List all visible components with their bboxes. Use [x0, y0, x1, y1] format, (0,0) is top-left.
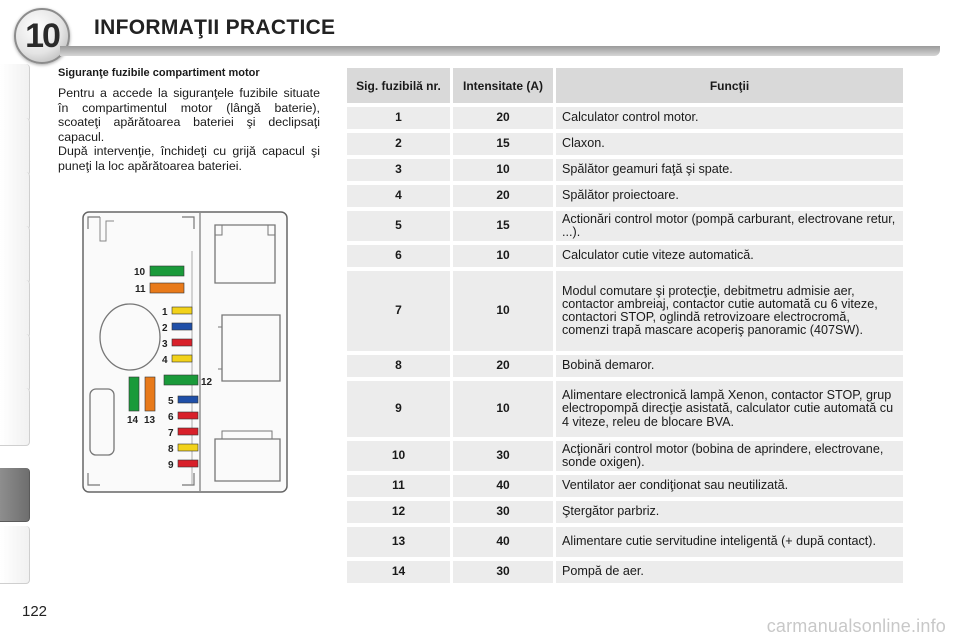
- chapter-tab[interactable]: [0, 526, 30, 584]
- header-fuse-number: Sig. fuzibilă nr.: [347, 68, 450, 103]
- svg-text:12: 12: [201, 377, 213, 388]
- table-row: [347, 271, 903, 351]
- function-cell: Calculator control motor.: [556, 107, 903, 129]
- amperage-cell: 30: [453, 561, 553, 583]
- amperage-cell: 15: [453, 133, 553, 155]
- table-row: [347, 355, 903, 377]
- svg-text:8: 8: [168, 444, 174, 455]
- fuse-number-cell: 9: [347, 381, 450, 437]
- page-title: INFORMAŢII PRACTICE: [94, 16, 336, 39]
- function-cell: Ştergător parbriz.: [556, 501, 903, 523]
- page-number: 122: [22, 603, 48, 620]
- amperage-cell: 15: [453, 211, 553, 241]
- amperage-cell: 20: [453, 355, 553, 377]
- table-row: [347, 211, 903, 241]
- chapter-tab-strip: [0, 64, 32, 584]
- function-cell: Spălător proiectoare.: [556, 185, 903, 207]
- fuse-13: [144, 377, 156, 426]
- fuse-number-cell: 14: [347, 561, 450, 583]
- instructions-text: [58, 86, 320, 174]
- fuse-number-cell: 6: [347, 245, 450, 267]
- svg-text:13: 13: [144, 415, 156, 426]
- fuse-number-cell: 10: [347, 441, 450, 471]
- fuse-number-cell: 11: [347, 475, 450, 497]
- table-row: [347, 441, 903, 471]
- svg-text:6: 6: [168, 412, 174, 423]
- amperage-cell: 30: [453, 441, 553, 471]
- table-row: [347, 501, 903, 523]
- function-cell: Acţionări control motor (bobina de aprindere, electrovane, sonde oxigen).: [556, 441, 903, 471]
- fuse-box-diagram: [82, 211, 292, 500]
- table-row: [347, 475, 903, 497]
- chapter-tab[interactable]: [0, 226, 30, 284]
- chapter-tab[interactable]: [0, 118, 30, 176]
- table-row: [347, 133, 903, 155]
- table-row: [347, 381, 903, 437]
- fuse-number-cell: 12: [347, 501, 450, 523]
- fuse-number-cell: 4: [347, 185, 450, 207]
- chapter-tab[interactable]: [0, 172, 30, 230]
- svg-text:10: 10: [134, 267, 146, 278]
- amperage-cell: 10: [453, 381, 553, 437]
- fuse-number-cell: 13: [347, 527, 450, 557]
- function-cell: Alimentare electronică lampă Xenon, contactor STOP, grup electropompă direcţie asistată, calculator cutie automată cu 4 viteze, releu de blocare BVA.: [556, 381, 903, 437]
- function-cell: Bobină demaror.: [556, 355, 903, 377]
- svg-text:1: 1: [162, 307, 168, 318]
- function-cell: Spălător geamuri faţă şi spate.: [556, 159, 903, 181]
- fuse-table: [347, 68, 903, 587]
- fuse-number-cell: 7: [347, 271, 450, 351]
- header-amperage: Intensitate (A): [453, 68, 553, 103]
- fuse-14: [127, 377, 139, 426]
- header-functions: Funcţii: [556, 68, 903, 103]
- table-row: [347, 159, 903, 181]
- function-cell: Modul comutare şi protecţie, debitmetru admisie aer, contactor ambreiaj, contactor cutie automată cu 6 viteze, contactori STOP, oglindă retrovizoare electrocromă, comenzi trapă mascare acoperiş panoramic (407SW).: [556, 271, 903, 351]
- watermark: carmanualsonline.info: [766, 616, 946, 636]
- svg-text:14: 14: [127, 415, 139, 426]
- chapter-tab[interactable]: [0, 280, 30, 338]
- fuse-number-cell: 3: [347, 159, 450, 181]
- fuse-number-cell: 8: [347, 355, 450, 377]
- section-heading: Siguranţe fuzibile compartiment motor: [58, 67, 260, 79]
- svg-text:5: 5: [168, 396, 174, 407]
- amperage-cell: 40: [453, 527, 553, 557]
- svg-text:3: 3: [162, 339, 168, 350]
- function-cell: Pompă de aer.: [556, 561, 903, 583]
- amperage-cell: 10: [453, 245, 553, 267]
- chapter-tab[interactable]: [0, 388, 30, 446]
- amperage-cell: 20: [453, 185, 553, 207]
- function-cell: Claxon.: [556, 133, 903, 155]
- table-row: [347, 561, 903, 583]
- fuse-10: [134, 266, 184, 278]
- table-row: [347, 527, 903, 557]
- svg-text:2: 2: [162, 323, 168, 334]
- amperage-cell: 40: [453, 475, 553, 497]
- table-row: [347, 185, 903, 207]
- fuse-11: [135, 283, 184, 295]
- function-cell: Ventilator aer condiţionat sau neutilizată.: [556, 475, 903, 497]
- amperage-cell: 20: [453, 107, 553, 129]
- amperage-cell: 10: [453, 271, 553, 351]
- instructions-paragraph-2: După intervenţie, închideţi cu grijă capacul şi puneţi la loc apărătoarea bateriei.: [58, 144, 320, 173]
- table-header-row: [347, 68, 903, 103]
- chapter-tab[interactable]: [0, 334, 30, 392]
- amperage-cell: 10: [453, 159, 553, 181]
- svg-text:4: 4: [162, 355, 168, 366]
- instructions-paragraph-1: Pentru a accede la siguranţele fuzibile situate în compartimentul motor (lângă baterie), scoateţi apărătoarea bateriei şi declipsaţi capacul.: [58, 86, 320, 144]
- chapter-tab[interactable]: [0, 64, 30, 122]
- function-cell: Alimentare cutie servitudine inteligentă (+ după contact).: [556, 527, 903, 557]
- fuse-number-cell: 5: [347, 211, 450, 241]
- svg-text:9: 9: [168, 460, 174, 471]
- chapter-badge: 10: [14, 8, 70, 64]
- amperage-cell: 30: [453, 501, 553, 523]
- chapter-tab-active[interactable]: [0, 468, 30, 522]
- svg-text:11: 11: [135, 284, 146, 295]
- table-row: [347, 107, 903, 129]
- fuse-number-cell: 1: [347, 107, 450, 129]
- header-rule: [60, 46, 940, 56]
- table-row: [347, 245, 903, 267]
- fuse-number-cell: 2: [347, 133, 450, 155]
- function-cell: Calculator cutie viteze automatică.: [556, 245, 903, 267]
- function-cell: Actionări control motor (pompă carburant, electrovane retur, ...).: [556, 211, 903, 241]
- svg-text:7: 7: [168, 428, 174, 439]
